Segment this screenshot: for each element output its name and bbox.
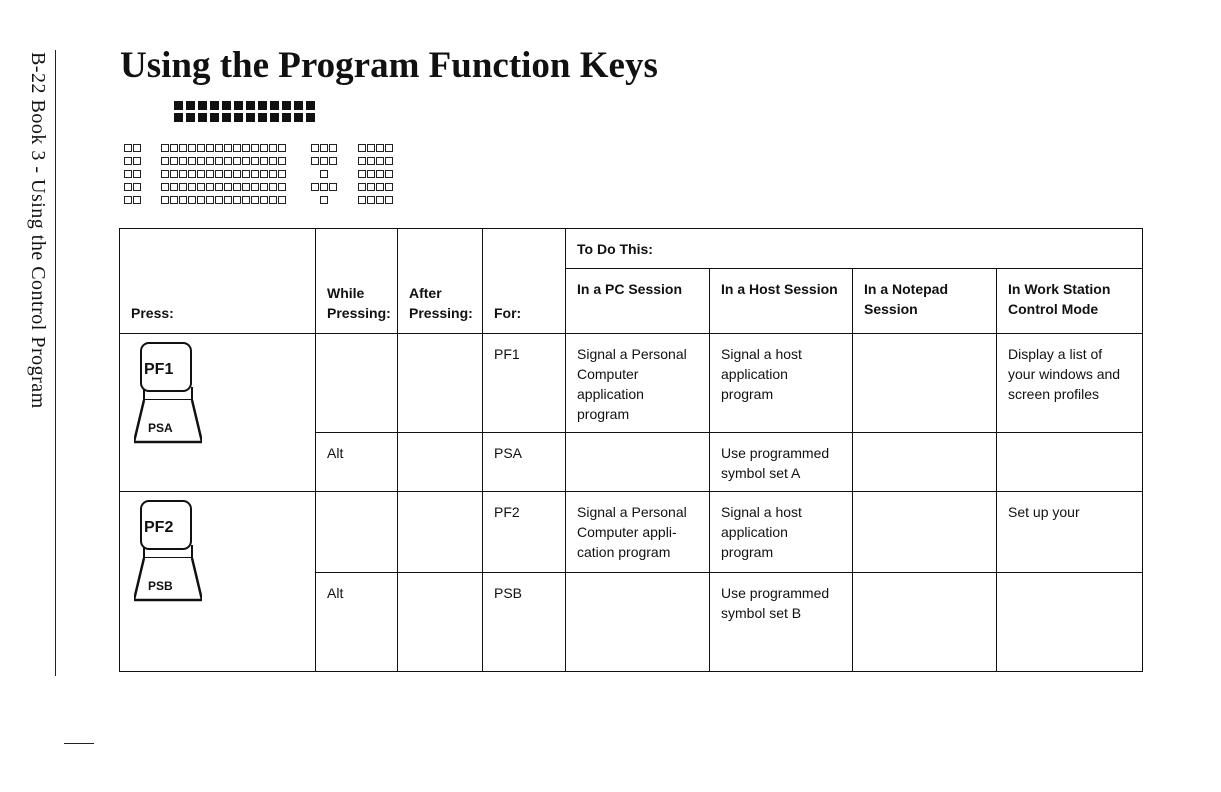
page-title: Using the Program Function Keys [120,45,658,86]
header-for: For: [483,229,566,334]
cell-host: Signal a host application program [710,492,853,573]
cell-wscm [997,573,1143,672]
cell-wscm: Display a list of your windows and screen profiles [997,334,1143,433]
header-press: Press: [120,229,316,334]
header-while-pressing: While Pressing: [316,229,398,334]
cell-wscm: Set up your [997,492,1143,573]
cell-pc [566,573,710,672]
cell-while [316,334,398,433]
cell-for: PSA [483,433,566,492]
key-top-label: PF2 [140,500,192,550]
header-after-pressing: After Pressing: [398,229,483,334]
header-notepad-session: In a Notepad Session [853,269,997,334]
key-bottom-label: PSB [148,579,173,593]
placeholder-glyph-grid [124,144,393,209]
pf-keys-table [119,228,1143,672]
cell-for: PSB [483,573,566,672]
header-host-session: In a Host Session [710,269,853,334]
cell-for: PF2 [483,492,566,573]
side-caption: B-22 Book 3 - Using the Control Program [27,52,49,409]
cell-wscm [997,433,1143,492]
side-rule [55,50,56,676]
key-bottom-label: PSA [148,421,173,435]
cell-notepad [853,334,997,433]
redaction-blocks [174,101,317,125]
cell-after [398,334,483,433]
key-illustration-cell [120,334,316,492]
cell-after [398,492,483,573]
cell-pc: Signal a Personal Computer application program [566,334,710,433]
header-workstation-mode: In Work Station Control Mode [997,269,1143,334]
key-top-label: PF1 [140,342,192,392]
cell-notepad [853,573,997,672]
table-row [120,334,1143,433]
cell-host: Use programmed symbol set A [710,433,853,492]
cell-host: Use programmed symbol set B [710,573,853,672]
cell-for: PF1 [483,334,566,433]
cell-host: Signal a host application program [710,334,853,433]
cell-notepad [853,433,997,492]
cell-while [316,492,398,573]
table-row [120,492,1143,573]
cell-after [398,433,483,492]
cell-while: Alt [316,433,398,492]
cell-while: Alt [316,573,398,672]
cell-notepad [853,492,997,573]
cell-after [398,573,483,672]
cell-pc [566,433,710,492]
cell-pc: Signal a Personal Computer appli-cation program [566,492,710,573]
header-to-do-this: To Do This: [566,229,1143,269]
key-illustration-cell [120,492,316,672]
bottom-dash [64,743,94,744]
header-pc-session: In a PC Session [566,269,710,334]
